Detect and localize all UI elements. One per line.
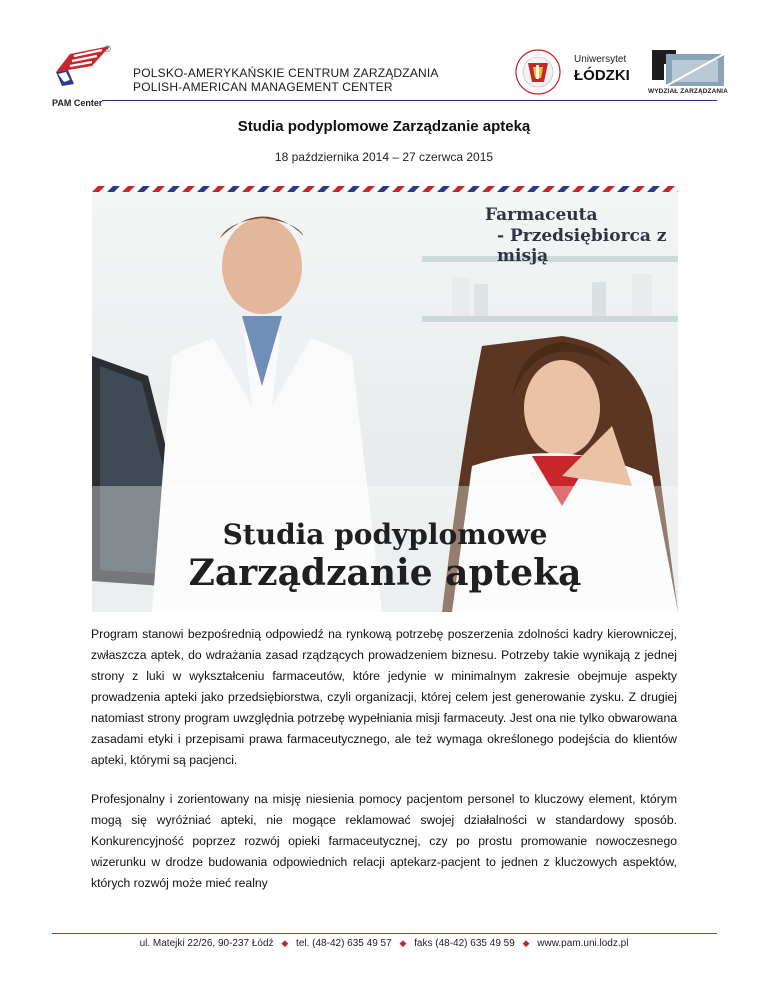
- university-name-small: Uniwersytet: [574, 54, 627, 65]
- footer-separator-icon: ◆: [522, 938, 530, 948]
- header-divider: [52, 100, 717, 101]
- footer-divider: [52, 933, 717, 934]
- date-range: 18 października 2014 – 27 czerwca 2015: [274, 150, 494, 164]
- university-name: [574, 54, 630, 84]
- footer-phone: tel. (48-42) 635 49 57: [296, 938, 392, 949]
- footer-separator-icon: ◆: [281, 938, 289, 948]
- footer-fax: faks (48-42) 635 49 59: [414, 938, 515, 949]
- footer-separator-icon: ◆: [399, 938, 407, 948]
- hero-banner-line1: Studia podyplomowe: [222, 518, 548, 551]
- org-name-english: POLISH-AMERICAN MANAGEMENT CENTER: [133, 80, 393, 94]
- university-name-big: ŁÓDZKI: [574, 67, 630, 84]
- paragraph-program-description: Program stanowi bezpośrednią odpowiedź na rynkową potrzebę poszerzenia zdolności kadry kierowniczej, zwłaszcza aptek, do wdrażania zasad rządzących prowadzeniem biznesu. Potrzeby takie wynikają z jednej strony z luki w wykształceniu farmaceutów, które jedynie w minimalnym zakresie obejmuje aspekty prowadzenia apteki jako przedsiębiorstwa, czyli organizacji, której celem jest generowanie zysku. Z drugiej natomiast strony program uwzględnia potrzebę wypełniania misji farmaceuty. Jest ona nie tylko obwarowana zasadami etyki i przepisami prawa farmaceutycznego, ale też wymaga określonego podejścia do klientów apteki, którymi są pacjenci.: [91, 627, 677, 767]
- pam-center-label: PAM Center: [52, 98, 103, 108]
- hero-heading-line1: Farmaceuta: [485, 205, 598, 225]
- organization-name: [133, 66, 439, 94]
- university-seal-icon: [514, 48, 562, 96]
- footer-address: ul. Matejki 22/26, 90-237 Łódź: [139, 938, 274, 949]
- hero-banner-line2: Zarządzanie apteką: [188, 552, 582, 594]
- footer-contact: [0, 938, 768, 949]
- paragraph-staff-importance: Profesjonalny i zorientowany na misję niesienia pomocy pacjentom personel to kluczowy element, którym mogą się wyróżniać apteki, nie mogące reklamować swojej działalności w standardowy sposób. Konkurencyjność poprzez rozwój opieki farmaceutycznej, czy po prostu promowanie nowoczesnego wizerunku w drodze budowania odpowiednich relacji aptekarz-pacjent to jednen z kluczowych aspektów, których rozwój może mieć realny: [91, 792, 677, 890]
- university-logo: [514, 48, 634, 96]
- faculty-label: WYDZIAŁ ZARZĄDZANIA: [648, 88, 728, 95]
- org-name-polish: POLSKO-AMERYKAŃSKIE CENTRUM ZARZĄDZANIA: [133, 66, 439, 80]
- letterhead: [0, 0, 768, 112]
- page-title: Studia podyplomowe Zarządzanie apteką: [237, 118, 531, 135]
- hero-heading-line2: - Przedsiębiorca z misją: [497, 226, 667, 266]
- footer-website-link[interactable]: www.pam.uni.lodz.pl: [537, 938, 629, 949]
- registered-mark: ®: [104, 44, 111, 54]
- hero-banner-image: [92, 186, 678, 612]
